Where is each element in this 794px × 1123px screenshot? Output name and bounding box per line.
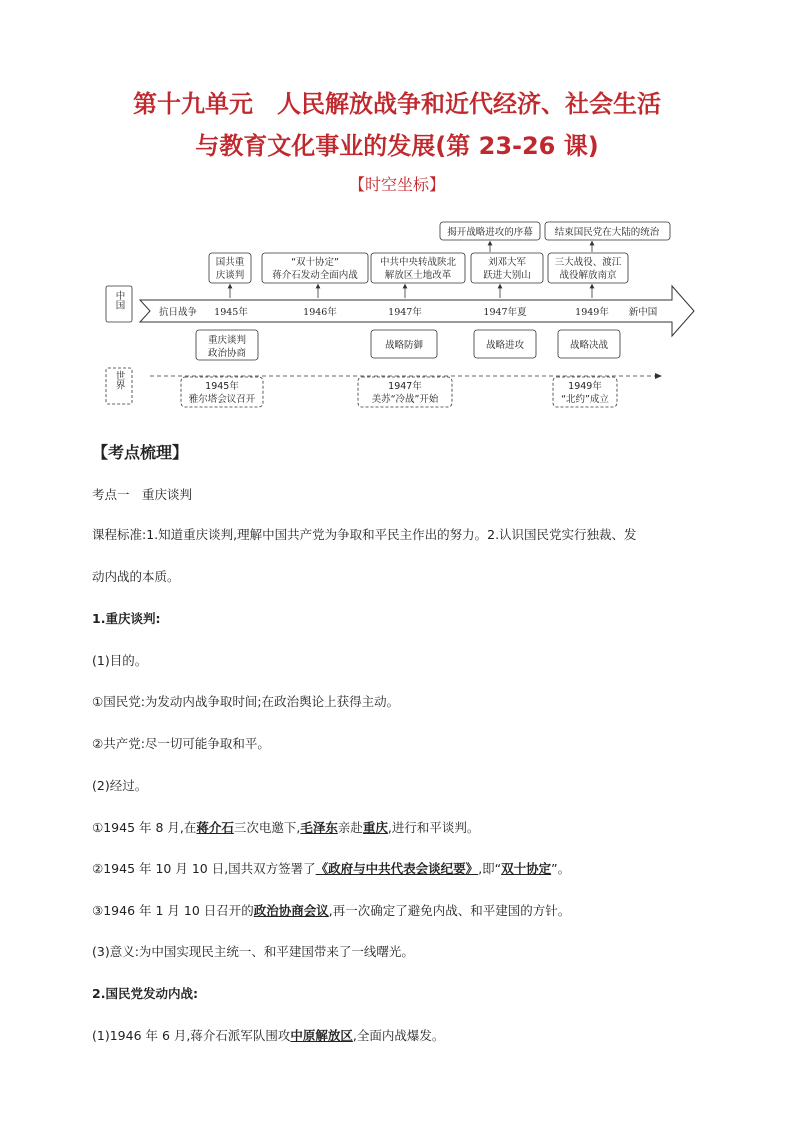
upper-box-1 bbox=[545, 222, 670, 240]
text-span: ,再一次确定了避免内战、和平建国的方针。 bbox=[328, 903, 571, 918]
axis-label-3: 1947年 bbox=[388, 307, 422, 318]
page-title-line1: 第十九单元 人民解放战争和近代经济、社会生活 bbox=[133, 90, 661, 118]
ccp-line: ②共产党:尽一切可能争取和平。 bbox=[92, 736, 270, 751]
page-title-line2: 与教育文化事业的发展(第 23-26 课) bbox=[195, 132, 599, 160]
heading-1: 1.重庆谈判: bbox=[92, 611, 161, 626]
civil-war-item-1 bbox=[92, 1027, 444, 1045]
top-box-0 bbox=[209, 253, 251, 283]
process-item-2 bbox=[92, 860, 570, 878]
keyword-span: 中原解放区 bbox=[290, 1028, 353, 1043]
bottom-box-2 bbox=[474, 330, 536, 358]
svg-text:战役解放南京: 战役解放南京 bbox=[559, 270, 617, 281]
axis-label-0: 抗日战争 bbox=[158, 307, 198, 318]
svg-text:战略决战: 战略决战 bbox=[569, 340, 609, 351]
standard-line-2: 动内战的本质。 bbox=[92, 569, 180, 584]
keyword-span: 政治协商会议 bbox=[253, 903, 329, 918]
section-heading: 【考点梳理】 bbox=[92, 443, 189, 462]
axis-label-2: 1946年 bbox=[303, 307, 337, 318]
meaning-line: (3)意义:为中国实现民主统一、和平建国带来了一线曙光。 bbox=[92, 944, 414, 959]
process-item-1 bbox=[92, 819, 479, 837]
svg-text:战略进攻: 战略进攻 bbox=[485, 340, 525, 351]
keyword-span: 毛泽东 bbox=[300, 820, 338, 835]
axis-label-6: 新中国 bbox=[628, 307, 658, 318]
top-box-2 bbox=[371, 253, 465, 283]
svg-text:“北约”成立: “北约”成立 bbox=[561, 394, 609, 405]
svg-text:雅尔塔会议召开: 雅尔塔会议召开 bbox=[188, 394, 256, 405]
process-item-3 bbox=[92, 902, 570, 920]
heading-2: 2.国民党发动内战: bbox=[92, 986, 198, 1001]
svg-text:政治协商: 政治协商 bbox=[207, 348, 247, 359]
text-span: ③1946 年 1 月 10 日召开的 bbox=[92, 903, 254, 918]
svg-text:蒋介石发动全面内战: 蒋介石发动全面内战 bbox=[272, 270, 358, 281]
keyword-span: 双十协定 bbox=[501, 861, 552, 876]
text-span: ,全面内战爆发。 bbox=[352, 1028, 445, 1043]
svg-text:重庆谈判: 重庆谈判 bbox=[207, 335, 247, 346]
world-event-1 bbox=[358, 377, 452, 407]
text-span: 三次电邀下, bbox=[233, 820, 301, 835]
svg-text:揭开战略进攻的序幕: 揭开战略进攻的序幕 bbox=[447, 227, 533, 238]
svg-text:国共重: 国共重 bbox=[215, 257, 245, 268]
keyword-span: 《政府与中共代表会谈纪要》 bbox=[315, 861, 479, 876]
svg-text:1945年: 1945年 bbox=[205, 381, 239, 392]
section-subtitle: 【时空坐标】 bbox=[348, 175, 445, 194]
svg-text:中共中央转战陕北: 中共中央转战陕北 bbox=[379, 257, 457, 268]
world-label: 世界 bbox=[113, 370, 125, 390]
axis-label-4: 1947年夏 bbox=[483, 307, 527, 318]
top-box-1 bbox=[262, 253, 368, 283]
text-span: (1)1946 年 6 月,蒋介石派军队围攻 bbox=[92, 1028, 291, 1043]
axis-label-5: 1949年 bbox=[575, 307, 609, 318]
text-span: 亲赴 bbox=[337, 820, 363, 835]
keyword-span: 蒋介石 bbox=[196, 820, 234, 835]
svg-text:“双十协定”: “双十协定” bbox=[291, 257, 339, 268]
svg-text:庆谈判: 庆谈判 bbox=[215, 270, 245, 281]
purpose-line: (1)目的。 bbox=[92, 653, 148, 668]
china-label: 中国 bbox=[113, 290, 125, 310]
svg-text:美苏“冷战”开始: 美苏“冷战”开始 bbox=[371, 394, 439, 405]
svg-text:跃进大别山: 跃进大别山 bbox=[483, 270, 531, 281]
bottom-box-3 bbox=[558, 330, 620, 358]
world-arrow-head bbox=[655, 373, 662, 379]
svg-text:战略防御: 战略防御 bbox=[384, 340, 424, 351]
text-span: ,即“ bbox=[478, 861, 502, 876]
svg-text:1949年: 1949年 bbox=[568, 381, 602, 392]
keyword-span: 重庆 bbox=[362, 820, 388, 835]
text-span: ,进行和平谈判。 bbox=[387, 820, 480, 835]
bottom-box-0 bbox=[196, 330, 258, 360]
text-span: ”。 bbox=[551, 861, 571, 876]
world-event-0 bbox=[181, 377, 263, 407]
point-title: 考点一 重庆谈判 bbox=[92, 487, 193, 502]
svg-text:结束国民党在大陆的统治: 结束国民党在大陆的统治 bbox=[554, 227, 660, 238]
top-box-3 bbox=[471, 253, 543, 283]
timeline-diagram bbox=[0, 0, 794, 420]
svg-text:三大战役、渡江: 三大战役、渡江 bbox=[554, 257, 622, 268]
text-span: ①1945 年 8 月,在 bbox=[92, 820, 197, 835]
svg-text:解放区土地改革: 解放区土地改革 bbox=[384, 270, 452, 281]
process-line: (2)经过。 bbox=[92, 778, 148, 793]
svg-text:1947年: 1947年 bbox=[388, 381, 422, 392]
axis-label-1: 1945年 bbox=[214, 307, 248, 318]
upper-box-0 bbox=[440, 222, 540, 240]
bottom-box-1 bbox=[371, 330, 437, 358]
kmt-line: ①国民党:为发动内战争取时间;在政治舆论上获得主动。 bbox=[92, 694, 400, 709]
svg-text:刘邓大军: 刘邓大军 bbox=[487, 257, 527, 268]
world-event-2 bbox=[553, 377, 617, 407]
standard-line-1: 课程标准:1.知道重庆谈判,理解中国共产党为争取和平民主作出的努力。2.认识国民党实行独裁、发 bbox=[92, 527, 637, 542]
top-box-4 bbox=[548, 253, 628, 283]
text-span: ②1945 年 10 月 10 日,国共双方签署了 bbox=[92, 861, 316, 876]
